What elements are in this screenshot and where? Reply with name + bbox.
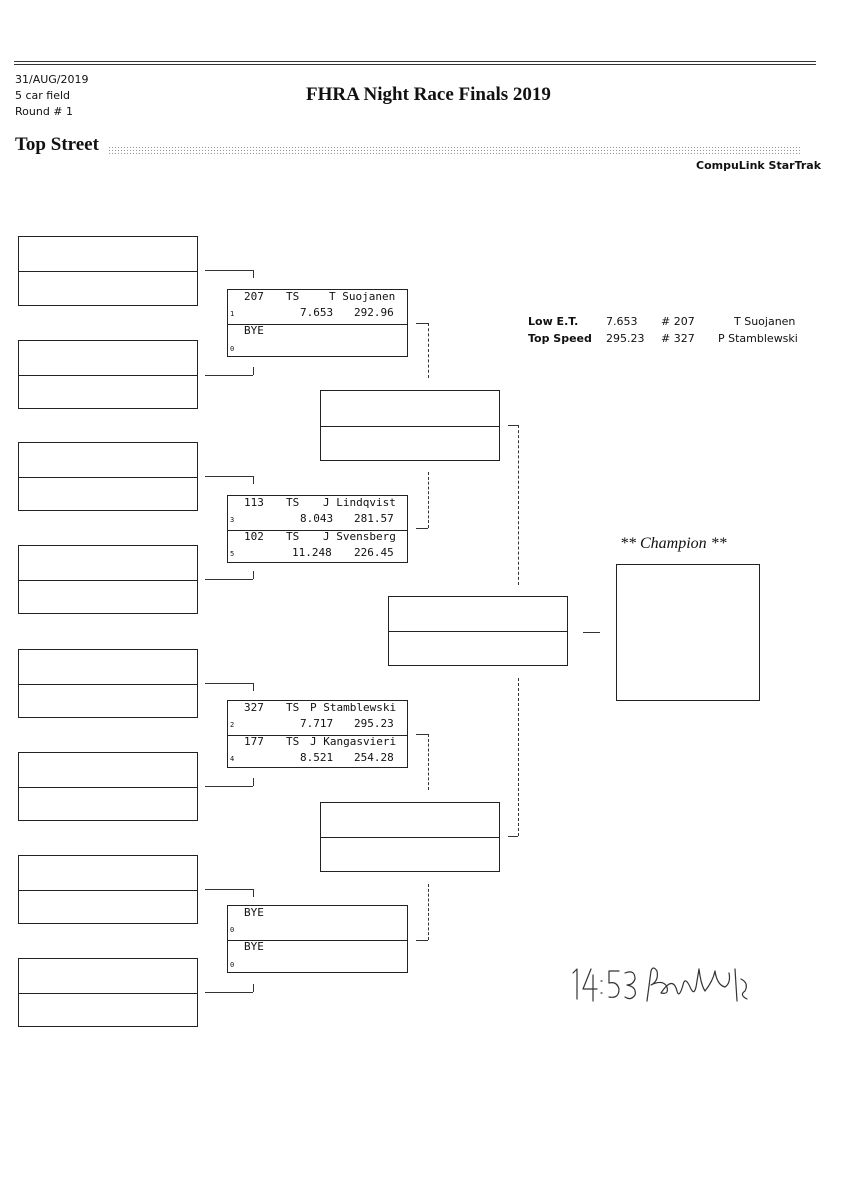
driver-name: P Stamblewski — [310, 701, 397, 714]
low-et-label: Low E.T. — [528, 315, 579, 328]
page-title: FHRA Night Race Finals 2019 — [306, 84, 551, 105]
connector — [205, 683, 253, 684]
class-code: TS — [286, 735, 300, 748]
trap-speed: 226.45 — [354, 546, 394, 559]
driver-name: T Suojanen — [329, 290, 396, 303]
semifinal-slot — [320, 802, 500, 872]
bracket-slot-empty — [18, 545, 198, 614]
final-slot — [388, 596, 568, 666]
trap-speed: 281.57 — [354, 512, 394, 525]
top-speed-value: 295.23 — [606, 332, 645, 345]
bracket-slot-empty — [18, 236, 198, 306]
pairing-box-3 — [227, 700, 408, 768]
bracket-slot-empty — [18, 958, 198, 1027]
connector — [253, 984, 254, 992]
connector — [205, 786, 253, 787]
connector — [205, 889, 253, 890]
connector — [416, 940, 428, 941]
bracket-slot-empty — [18, 649, 198, 718]
connector — [518, 425, 519, 585]
connector — [205, 579, 253, 580]
lane-number: 3 — [230, 516, 235, 524]
bracket-slot-empty — [18, 752, 198, 821]
driver-name: J Kangasvieri — [310, 735, 397, 748]
connector — [205, 992, 253, 993]
pairing-box-1 — [227, 289, 408, 357]
class-code: TS — [286, 290, 300, 303]
bracket-slot-empty — [18, 442, 198, 511]
top-speed-car: # 327 — [661, 332, 695, 345]
elapsed-time: 8.043 — [300, 512, 334, 525]
connector — [518, 678, 519, 836]
lane-number: 0 — [230, 926, 235, 934]
champion-label: ** Champion ** — [620, 535, 727, 552]
elapsed-time: 8.521 — [300, 751, 334, 764]
header-rule-2 — [14, 64, 816, 65]
car-number: 113 — [244, 496, 264, 509]
pairing-box-2 — [227, 495, 408, 563]
connector — [253, 778, 254, 786]
pairing-4-bottom — [228, 940, 407, 974]
class-code: TS — [286, 530, 300, 543]
pairing-3-bottom — [228, 735, 407, 769]
connector — [253, 270, 254, 278]
pairing-1-bottom — [228, 324, 407, 358]
low-et-car: # 207 — [661, 315, 695, 328]
connector — [428, 323, 429, 378]
top-speed-label: Top Speed — [528, 332, 592, 345]
connector — [253, 476, 254, 484]
connector — [508, 425, 518, 426]
connector — [253, 367, 254, 375]
semifinal-slot — [320, 390, 500, 461]
connector — [428, 884, 429, 940]
driver-name: BYE — [244, 324, 264, 337]
bracket-slot-empty — [18, 855, 198, 924]
lane-number: 2 — [230, 721, 235, 729]
connector — [416, 323, 428, 324]
software-credit: CompuLink StarTrak — [696, 159, 822, 172]
elapsed-time: 7.653 — [300, 306, 334, 319]
lane-number: 4 — [230, 755, 235, 763]
car-number: 102 — [244, 530, 264, 543]
connector — [508, 836, 518, 837]
pairing-box-4 — [227, 905, 408, 973]
pairing-1-top — [228, 290, 407, 325]
low-et-driver: T Suojanen — [734, 315, 796, 328]
class-code: TS — [286, 496, 300, 509]
connector — [253, 571, 254, 579]
pairing-2-bottom — [228, 530, 407, 564]
elapsed-time: 7.717 — [300, 717, 334, 730]
connector — [253, 683, 254, 691]
driver-name: BYE — [244, 940, 264, 953]
car-number: 207 — [244, 290, 264, 303]
pairing-2-top — [228, 496, 407, 531]
connector — [205, 375, 253, 376]
connector — [205, 476, 253, 477]
low-et-row — [528, 315, 818, 331]
pairing-4-top — [228, 906, 407, 941]
lane-number: 5 — [230, 550, 235, 558]
dotted-leader — [108, 146, 801, 155]
top-speed-driver: P Stamblewski — [718, 332, 798, 345]
event-date: 31/AUG/2019 — [15, 73, 89, 86]
connector — [583, 632, 600, 633]
driver-name: J Lindqvist — [323, 496, 396, 509]
lane-number: 0 — [230, 961, 235, 969]
car-number: 327 — [244, 701, 264, 714]
trap-speed: 254.28 — [354, 751, 394, 764]
connector — [428, 734, 429, 790]
lane-number: 0 — [230, 345, 235, 353]
driver-name: J Svensberg — [323, 530, 396, 543]
class-code: TS — [286, 701, 300, 714]
connector — [416, 528, 428, 529]
champion-box — [616, 564, 760, 701]
low-et-value: 7.653 — [606, 315, 638, 328]
round-number: Round # 1 — [15, 105, 74, 118]
connector — [416, 734, 428, 735]
top-speed-row — [528, 332, 818, 348]
lane-number: 1 — [230, 310, 235, 318]
field-size: 5 car field — [15, 89, 71, 102]
pairing-3-top — [228, 701, 407, 736]
trap-speed: 295.23 — [354, 717, 394, 730]
handwritten-signature — [565, 955, 765, 1015]
elapsed-time: 11.248 — [292, 546, 332, 559]
header-rule-1 — [14, 61, 816, 62]
trap-speed: 292.96 — [354, 306, 394, 319]
connector — [253, 889, 254, 897]
connector — [428, 472, 429, 528]
section-title: Top Street — [15, 134, 99, 155]
driver-name: BYE — [244, 906, 264, 919]
connector — [205, 270, 253, 271]
bracket-slot-empty — [18, 340, 198, 409]
car-number: 177 — [244, 735, 264, 748]
